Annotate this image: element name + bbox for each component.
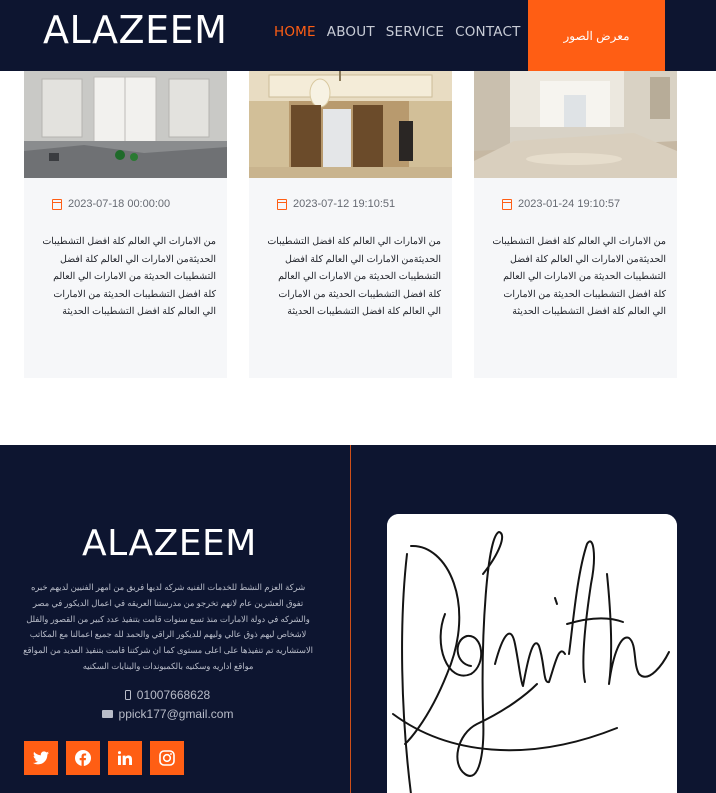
- blog-card-date: [502, 198, 620, 210]
- gallery-button[interactable]: معرض الصور: [528, 0, 665, 71]
- footer-about-text: شركة العزم النشط للخدمات الفنيه شركه لديها فريق من امهر الفنيين لديهم خبره تفوق العشرين عام لانهم تخرجو من مدرستنا العريقه في اعمال الديكور في مصر والشركه في دولة الامارات منذ تسع سنوات قامت بتنفيذ عدد كبير من القصور والفلل لاشخاص ليهم ذوق عالي وليهم للديكور الراقي والحمد لله جميع اعمالنا مع المكاتب الاستشاريه تم تنفيذها على اعلى مستوى كما ان شركتنا قامت بتنفيذ العديد من المواقع مواقع اداريه وسكنيه بالكمبوندات والبنايات السكنيه: [23, 582, 313, 671]
- calendar-icon: [277, 199, 287, 210]
- footer-email[interactable]: [0, 707, 335, 721]
- blog-card-date: [277, 198, 395, 210]
- blog-card-image[interactable]: [474, 71, 677, 178]
- instagram-button[interactable]: [150, 741, 184, 775]
- footer-logo[interactable]: ALAZEEM: [82, 523, 257, 564]
- blog-card-date-text: 2023-01-24 19:10:57: [518, 198, 621, 210]
- nav-contact[interactable]: CONTACT: [455, 24, 521, 40]
- footer-phone[interactable]: [0, 688, 335, 702]
- linkedin-icon: [118, 751, 132, 765]
- linkedin-button[interactable]: [108, 741, 142, 775]
- instagram-icon: [159, 750, 175, 766]
- blog-card-date-text: 2023-07-12 19:10:51: [293, 198, 396, 210]
- social-links: [24, 741, 184, 775]
- footer-divider: [350, 445, 351, 793]
- blog-card-image[interactable]: [24, 71, 227, 178]
- blog-card[interactable]: [24, 71, 227, 378]
- calendar-icon: [52, 199, 62, 210]
- nav-about[interactable]: ABOUT: [326, 24, 375, 40]
- envelope-icon: [102, 710, 113, 718]
- blog-card[interactable]: [474, 71, 677, 378]
- twitter-button[interactable]: [24, 741, 58, 775]
- blog-card-date-text: 2023-07-18 00:00:00: [68, 198, 171, 210]
- blog-card-text: من الامارات الي العالم كلة افضل التشطيبات الحديثةمن الامارات الي العالم كلة افضل التشطيبات الحديثة من الامارات الي العالم كلة افضل التشطيبات الحديثة من الامارات الي العالم كلة افضل التشطيبات الحديثة: [42, 236, 216, 317]
- footer-email-text: ppick177@gmail.com: [118, 707, 234, 721]
- blog-cards: [24, 71, 704, 378]
- signature-image: [387, 514, 677, 793]
- calendar-icon: [502, 199, 512, 210]
- nav-service[interactable]: SERVICE: [385, 24, 445, 40]
- site-header: [0, 0, 716, 71]
- twitter-icon: [33, 751, 49, 765]
- blog-card-text: من الامارات الي العالم كلة افضل التشطيبات الحديثةمن الامارات الي العالم كلة افضل التشطيبات الحديثة من الامارات الي العالم كلة افضل التشطيبات الحديثة من الامارات الي العالم كلة افضل التشطيبات الحديثة: [267, 236, 441, 317]
- site-footer: [0, 445, 716, 793]
- nav-home[interactable]: HOME: [274, 24, 316, 40]
- blog-card-text: من الامارات الي العالم كلة افضل التشطيبات الحديثةمن الامارات الي العالم كلة افضل التشطيبات الحديثة من الامارات الي العالم كلة افضل التشطيبات الحديثة من الامارات الي العالم كلة افضل التشطيبات الحديثة: [492, 236, 666, 317]
- blog-card[interactable]: [249, 71, 452, 378]
- footer-phone-text: 01007668628: [136, 688, 211, 702]
- phone-icon: [125, 690, 131, 700]
- blog-card-image[interactable]: [249, 71, 452, 178]
- blog-card-date: [52, 198, 170, 210]
- site-logo[interactable]: ALAZEEM: [43, 8, 228, 52]
- main-nav: [274, 24, 521, 40]
- facebook-button[interactable]: [66, 741, 100, 775]
- facebook-icon: [75, 750, 91, 766]
